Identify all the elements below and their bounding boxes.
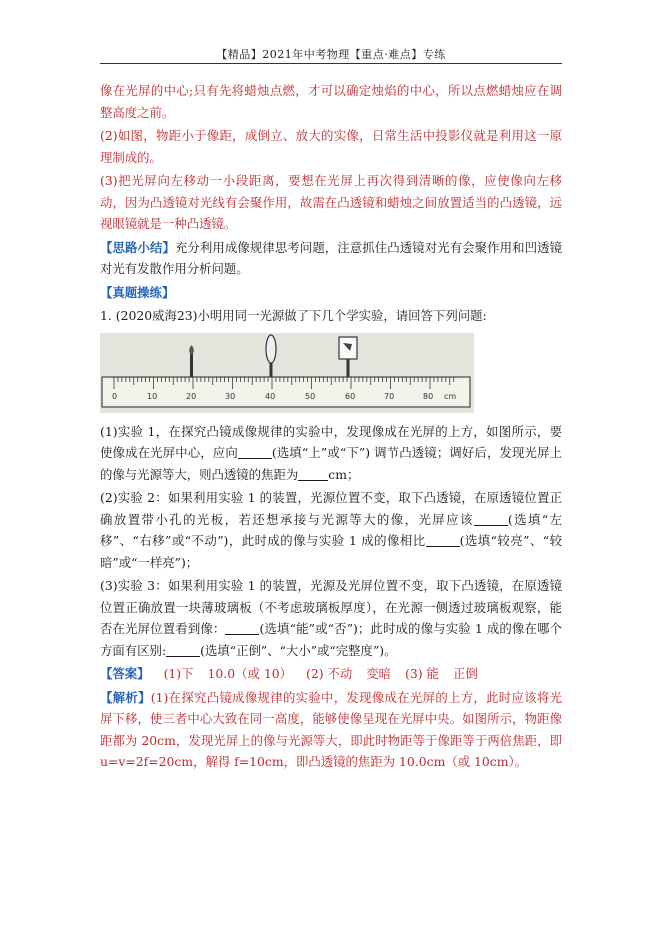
ruler-unit-label: cm bbox=[444, 391, 457, 401]
q2-text-a: (2)实验 2：如果利用实验 1 的装置，光源位置不变，取下凸透镜，在原透镜位置正确放置带小孔的光板，若还想承接与光源等大的像，光屏应该 bbox=[100, 490, 562, 527]
answer-item-5: (3) 能 bbox=[405, 666, 439, 681]
q2-answer-blank-2[interactable] bbox=[426, 532, 460, 547]
ruler-label-50: 50 bbox=[305, 391, 316, 401]
q1-text-c: cm； bbox=[328, 466, 360, 482]
answer-item-4: 变暗 bbox=[366, 666, 392, 681]
question-stem: 1. (2020威海23)小明用同一光源做了下几个学实验，请回答下列问题: bbox=[100, 308, 487, 323]
intro-paragraph-2: (2)如图，物距小于像距，成倒立、放大的实像，日常生活中投影仪就是利用这一原理制成的。 bbox=[100, 128, 562, 165]
practice-heading: 【真题操练】 bbox=[100, 284, 175, 300]
optical-bench-image bbox=[100, 333, 474, 413]
answer-item-6: 正倒 bbox=[452, 666, 478, 681]
ruler-label-30: 30 bbox=[225, 391, 236, 401]
answer-item-3: (2) 不动 bbox=[305, 666, 353, 681]
answer-item-2: 10.0（或 10） bbox=[207, 666, 292, 681]
ruler-label-70: 70 bbox=[384, 391, 395, 401]
analysis-label: 【解析】 bbox=[100, 689, 151, 705]
ruler-label-10: 10 bbox=[147, 391, 158, 401]
ruler-label-80: 80 bbox=[423, 391, 434, 401]
question-part-3 bbox=[100, 575, 562, 661]
ruler-label-0: 0 bbox=[112, 391, 118, 401]
summary-label: 【思路小结】 bbox=[100, 239, 175, 255]
question-part-2 bbox=[100, 487, 562, 573]
q3-text-a: (3)实验 3：如果利用实验 1 的装置，光源及光屏位置不变，取下凸透镜，在原透镜位置正确放置一块薄玻璃板（不考虑玻璃板厚度），在光源一侧透过玻璃板观察，能否在光屏位置看到像： bbox=[100, 578, 562, 636]
page-body bbox=[100, 80, 562, 775]
q3-text-c: (选填“正倒”、“大小”或“完整度”)。 bbox=[200, 642, 397, 658]
answer-item-1: (1)下 bbox=[163, 666, 194, 681]
optical-bench-figure bbox=[100, 333, 474, 413]
ruler-label-60: 60 bbox=[345, 391, 356, 401]
answer-line bbox=[100, 663, 562, 685]
q1-answer-blank-2[interactable] bbox=[298, 466, 328, 481]
q3-answer-blank-1[interactable] bbox=[225, 620, 259, 635]
q1-text-a: (1)实验 1，在探究凸镜成像规律的实验中，发现像成在光屏的上方，如图所示，要使像成在光屏中心，应向 bbox=[100, 423, 562, 460]
analysis-text: (1)在探究凸镜成像规律的实验中，发现像成在光屏的上方，此时应该将光屏下移，使三者中心大致在同一高度，能够使像呈现在光屏中央。如图所示，物距像距都为 20cm，发现光屏上的像与光源等大，即此时物距等于像距等于两倍焦距，即 u=v=2f=20cm，解得 f=10cm，即凸透镜的焦距为 10.0cm（或 10cm）。 bbox=[100, 689, 562, 769]
intro-paragraph-3: (3)把光屏向左移动一小段距离，要想在光屏上再次得到清晰的像，应使像向左移动，因为凸透镜对光线有会聚作用，故需在凸透镜和蜡烛之间放置适当的凸透镜，远视眼镜就是一种凸透镜。 bbox=[100, 173, 562, 231]
q3-answer-blank-2[interactable] bbox=[166, 642, 200, 657]
q3-text-b: (选填“能”或“否”)；此时成的像与实验 1 成的像在哪个方面有区别: bbox=[100, 621, 562, 658]
ruler-label-40: 40 bbox=[265, 391, 276, 401]
q2-answer-blank-1[interactable] bbox=[474, 511, 508, 526]
q1-answer-blank-1[interactable] bbox=[238, 444, 272, 459]
q2-text-c: (选填“较亮”、“较暗”或“一样亮”)； bbox=[100, 533, 562, 570]
answer-label: 【答案】 bbox=[100, 666, 150, 681]
summary-paragraph bbox=[100, 237, 562, 280]
summary-text: 充分利用成像规律思考问题，注意抓住凸透镜对光有会聚作用和凹透镜对光有发散作用分析问题。 bbox=[100, 239, 563, 276]
analysis-paragraph bbox=[100, 687, 562, 773]
intro-paragraph-1: 像在光屏的中心;只有先将蜡烛点燃，才可以确定烛焰的中心，所以点燃蜡烛应在调整高度之前。 bbox=[100, 83, 562, 120]
q2-text-b: (选填“左移”、“右移”或“不动”)，此时成的像与实验 1 成的像相比 bbox=[100, 511, 563, 548]
ruler-label-20: 20 bbox=[186, 391, 197, 401]
question-part-1 bbox=[100, 421, 562, 486]
page-header: 【精品】2021年中考物理【重点·难点】专练 bbox=[216, 48, 446, 61]
header-divider bbox=[100, 63, 562, 64]
q1-text-b: (选填“上”或“下”) 调节凸透镜；调好后，发现光屏上的像与光源等大，则凸透镜的焦距为 bbox=[100, 445, 563, 482]
